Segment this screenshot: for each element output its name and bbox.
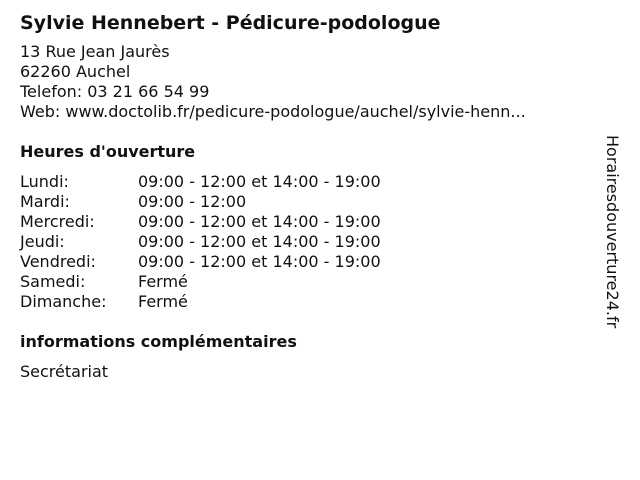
- hours-row-thursday: [20, 232, 605, 252]
- hours-time-value: Fermé: [138, 272, 188, 291]
- website-line: [20, 102, 605, 122]
- hours-time-value: 09:00 - 12:00: [138, 192, 247, 211]
- hours-row-friday: [20, 252, 605, 272]
- additional-info-heading: informations complémentaires: [20, 332, 297, 351]
- hours-row-saturday: [20, 272, 605, 292]
- hours-time-value: 09:00 - 12:00 et 14:00 - 19:00: [138, 172, 381, 191]
- hours-row-monday: [20, 172, 605, 192]
- address-city: 62260 Auchel: [20, 62, 131, 81]
- hours-day-label: Samedi:: [20, 272, 86, 291]
- hours-day-label: Mardi:: [20, 192, 70, 211]
- hours-day-label: Mercredi:: [20, 212, 95, 231]
- additional-info-text: Secrétariat: [20, 362, 109, 381]
- hours-day-label: Lundi:: [20, 172, 69, 191]
- hours-row-wednesday: [20, 212, 605, 232]
- website-link[interactable]: Web: www.doctolib.fr/pedicure-podologue/auchel/sylvie-henn...: [20, 102, 526, 121]
- opening-hours-heading: Heures d'ouverture: [20, 142, 196, 161]
- hours-time-value: 09:00 - 12:00 et 14:00 - 19:00: [138, 252, 381, 271]
- phone-number[interactable]: Telefon: 03 21 66 54 99: [20, 82, 210, 101]
- hours-day-label: Dimanche:: [20, 292, 107, 311]
- hours-time-value: 09:00 - 12:00 et 14:00 - 19:00: [138, 232, 381, 251]
- hours-day-label: Vendredi:: [20, 252, 96, 271]
- opening-hours-table: [20, 172, 605, 312]
- hours-row-sunday: [20, 292, 605, 312]
- business-title: Sylvie Hennebert - Pédicure-podologue: [20, 12, 441, 34]
- address-street: 13 Rue Jean Jaurès: [20, 42, 170, 61]
- hours-row-tuesday: [20, 192, 605, 212]
- business-card: [20, 10, 605, 382]
- hours-time-value: 09:00 - 12:00 et 14:00 - 19:00: [138, 212, 381, 231]
- hours-day-label: Jeudi:: [20, 232, 65, 251]
- hours-time-value: Fermé: [138, 292, 188, 311]
- site-watermark: Horairesdouverture24.fr: [603, 135, 622, 329]
